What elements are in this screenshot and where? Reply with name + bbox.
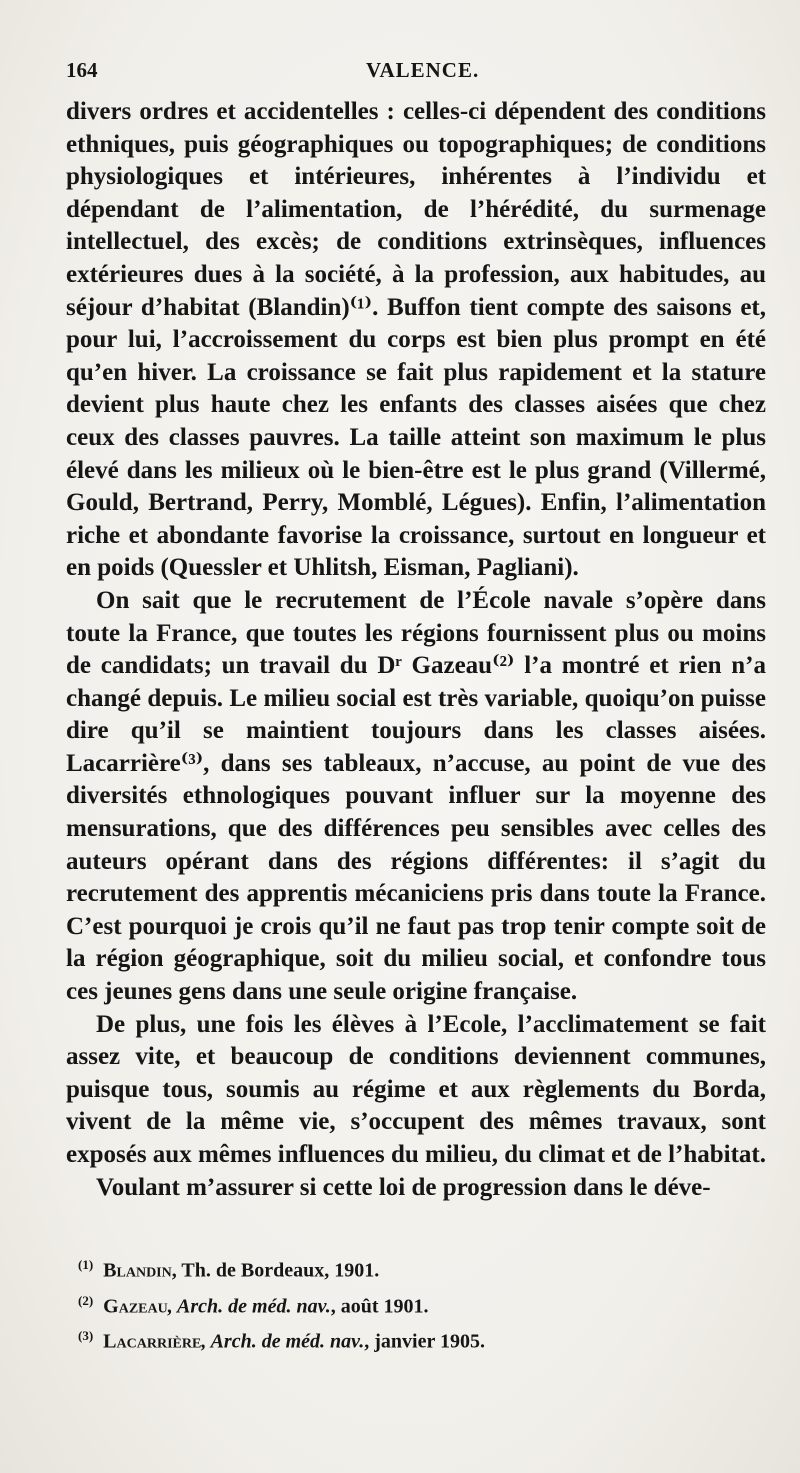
body-text [66, 96, 766, 1204]
footnote-reference: , Th. de Bordeaux, 1901. [171, 1259, 380, 1282]
running-head: VALENCE. [366, 58, 480, 82]
footnote-author: Gazeau [103, 1295, 168, 1318]
footnote-mark: (3) [78, 1328, 94, 1344]
footnote-journal: , Arch. de méd. nav. [167, 1295, 331, 1318]
footnote-1 [78, 1250, 758, 1286]
footnote-date: , août 1901. [330, 1295, 429, 1318]
footnote-mark: (2) [78, 1292, 94, 1308]
footnote-author: Blandin [103, 1259, 172, 1282]
footnote-mark: (1) [78, 1257, 94, 1272]
paragraph-3: De plus, une fois les élèves à l’Ecole, l’acclimatement se fait assez vite, et beaucoup de conditions deviennent communes, puisque tous, soumis au régime et aux règlements du Borda, vivent de la même vie, s’occupent des mêmes travaux, sont exposés aux mêmes influences du milieu, du climat et de l’habitat. [66, 1010, 766, 1168]
page-header [66, 58, 760, 88]
footnote-journal: , Arch. de méd. nav. [201, 1330, 365, 1353]
paragraph-2: On sait que le recrutement de l’École navale s’opère dans toute la France, que toutes les régions fournissent plus ou moins de candidats; un travail du Dʳ Gazeau⁽²⁾ l’a montré et rien n’a changé depuis. Le milieu social est très variable, quoiqu’on puisse dire qu’il se maintient toujours dans les classes aisées. Lacarrière⁽³⁾, dans ses tableaux, n’accuse, au point de vue des diversités ethnologiques pouvant influer sur la moyenne des mensurations, que des différences peu sensibles avec celles des auteurs opérant dans des régions différentes: il s’agit du recrutement des apprentis mécaniciens pris dans toute la France. C’est pourquoi je crois qu’il ne faut pas trop tenir compte soit de la région géographique, soit du milieu social, et confondre tous ces jeunes gens dans une seule origine française. [66, 586, 766, 1006]
footnotes [78, 1250, 758, 1357]
footnote-author: Lacarrière [103, 1330, 202, 1353]
paragraph-4: Voulant m’assurer si cette loi de progression dans le déve- [96, 1173, 711, 1201]
page-number: 164 [66, 58, 98, 82]
footnote-2 [78, 1286, 758, 1322]
footnote-3 [78, 1321, 758, 1357]
footnote-date: , janvier 1905. [364, 1330, 485, 1353]
paragraph-1: divers ordres et accidentelles : celles-ci dépendent des conditions ethniques, puis géographiques ou topographiques; de conditions physiologiques et intérieures, inhérentes à l’individu et dépendant de l’alimentation, de l’hérédité, du surmenage intellectuel, des excès; de conditions extrinsèques, influences extérieures dues à la société, à la profession, aux habitudes, au séjour d’habitat (Blandin)⁽¹⁾. Buffon tient compte des saisons et, pour lui, l’accroissement du corps est bien plus prompt en été qu’en hiver. La croissance se fait plus rapidement et la stature devient plus haute chez les enfants des classes aisées que chez ceux des classes pauvres. La taille atteint son maximum le plus élevé dans les milieux où le bien-être est le plus grand (Villermé, Gould, Bertrand, Perry, Momblé, Légues). Enfin, l’alimentation riche et abondante favorise la croissance, surtout en longueur et en poids (Quessler et Uhlitsh, Eisman, Pagliani). [66, 98, 766, 582]
